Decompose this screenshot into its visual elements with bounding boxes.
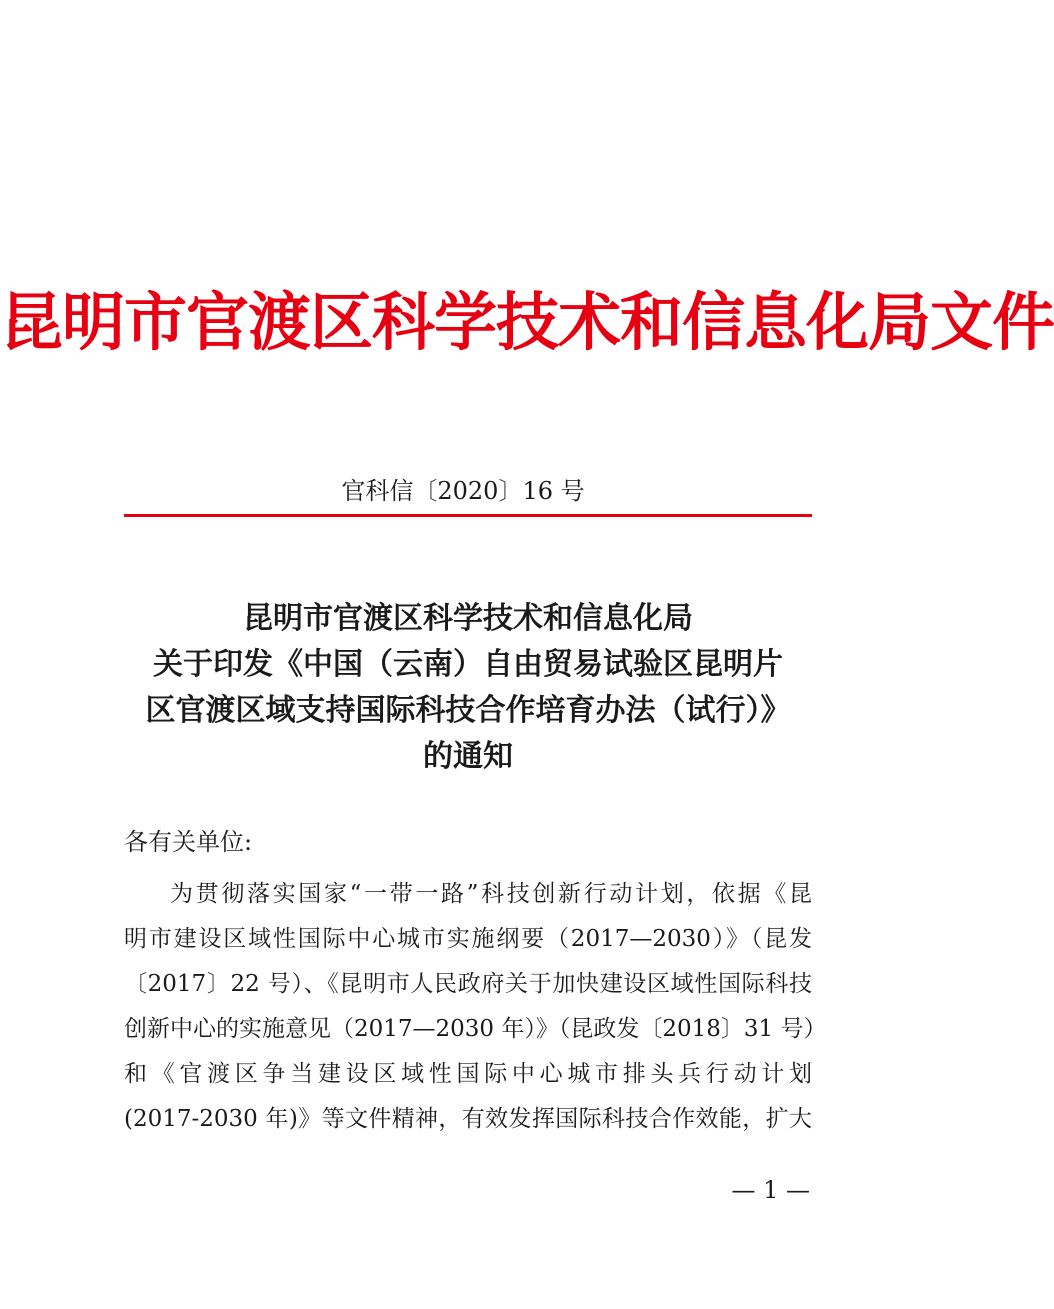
body-paragraph	[124, 872, 827, 1142]
notice-title-line: 关于印发《中国（云南）自由贸易试验区昆明片	[153, 647, 783, 682]
document-number: 官科信〔2020〕16 号	[341, 477, 585, 505]
notice-title-line: 昆明市官渡区科学技术和信息化局	[243, 601, 693, 636]
red-divider-line	[124, 514, 812, 517]
notice-title	[118, 596, 818, 780]
salutation: 各有关单位:	[124, 828, 253, 856]
notice-title-line: 的通知	[423, 739, 513, 774]
body-line: 〔2017〕22 号）、《昆明市人民政府关于加快建设区域性国际科技	[124, 971, 812, 997]
body-line: 为贯彻落实国家“一带一路”科技创新行动计划，依据《昆	[170, 881, 812, 907]
notice-title-line: 区官渡区域支持国际科技合作培育办法（试行）》	[145, 693, 791, 728]
body-line: 明市建设区域性国际中心城市实施纲要（2017—2030）》（昆发	[124, 926, 812, 952]
body-line: 和《官渡区争当建设区域性国际中心城市排头兵行动计划	[124, 1061, 812, 1087]
page-number: — 1 —	[731, 1176, 810, 1204]
body-line: 创新中心的实施意见（2017—2030 年）》（昆政发〔2018〕31 号）	[124, 1016, 827, 1042]
body-line: (2017-2030 年)》等文件精神，有效发挥国际科技合作效能，扩大	[124, 1106, 812, 1132]
red-masthead-title: 昆明市官渡区科学技术和信息化局文件	[0, 285, 1054, 359]
